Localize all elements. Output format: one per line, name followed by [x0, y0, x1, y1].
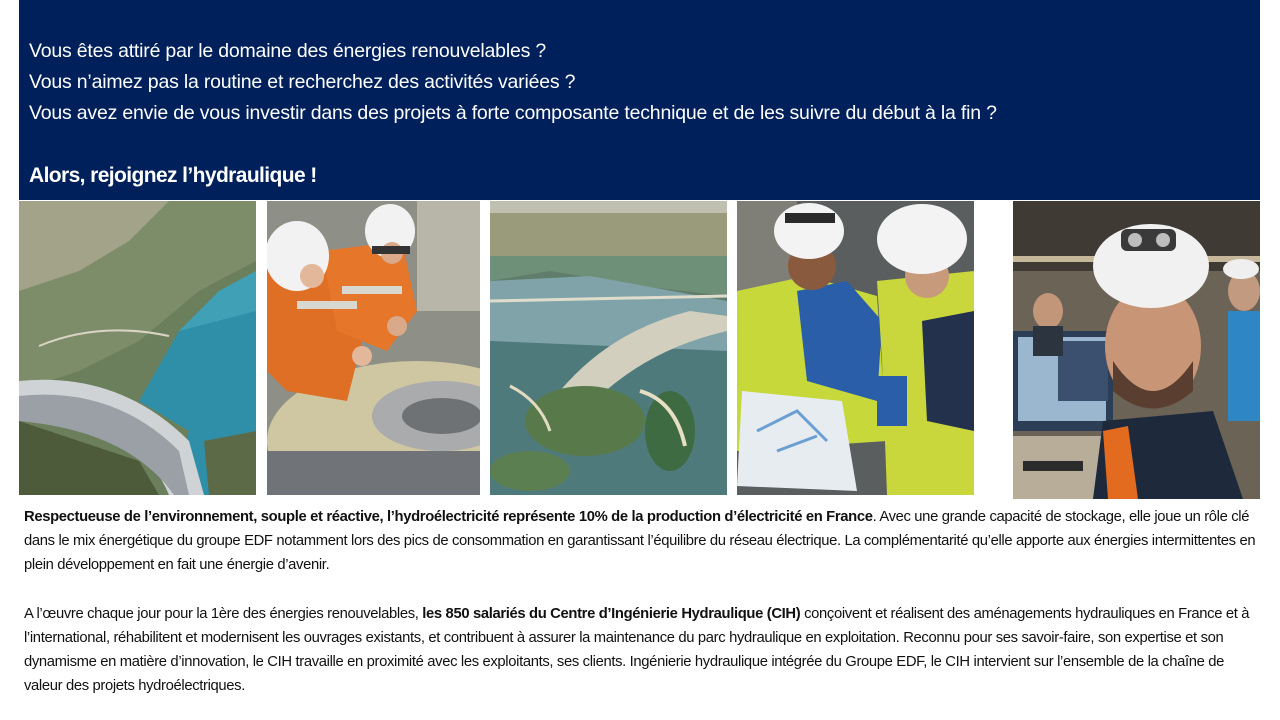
paragraph2-bold: les 850 salariés du Centre d’Ingénierie Hydraulique (CIH): [422, 605, 801, 622]
call-to-action: Alors, rejoignez l’hydraulique !: [29, 164, 317, 187]
paragraph-hydroelectricity: [24, 505, 1256, 578]
workers-reviewing-plan-photo: [737, 201, 974, 495]
technicians-turbine-photo: [267, 201, 480, 495]
aerial-river-dam-photo: [490, 201, 727, 495]
paragraph1-rest: . Avec une grande capacité de stockage, elle joue un rôle clé dans le mix énergétique du groupe EDF notamment lors des pics de consommation en garantissant l’équilibre du réseau électrique. La complémentarité qu’elle apporte aux énergies intermittentes en plein développement en fait une énergie d’avenir.: [24, 509, 1256, 574]
intro-banner: [19, 0, 1260, 200]
paragraph2-rest: conçoivent et réalisent des aménagements hydrauliques en France et à l’international, réhabilitent et modernisent les ouvrages existants, et contribuent à assurer la maintenance du parc hydraulique en exploitation. Reconnu pour ses savoir-faire, son expertise et son dynamisme en matière d’innovation, le CIH travaille en proximité avec les exploitants, ses clients. Ingénierie hydraulique intégrée du Groupe EDF, le CIH intervient sur l’ensemble de la chaîne de valeur des projets hydroélectriques.: [24, 605, 1250, 695]
paragraph-cih: [24, 602, 1256, 699]
dam-reservoir-photo: [19, 201, 256, 495]
banner-question-1: Vous êtes attiré par le domaine des énergies renouvelables ?: [29, 40, 547, 62]
banner-question-2: Vous n’aimez pas la routine et recherchez des activités variées ?: [29, 71, 576, 93]
control-room-engineers-photo: [1013, 201, 1260, 499]
banner-question-3: Vous avez envie de vous investir dans des projets à forte composante technique et de les suivre du début à la fin ?: [29, 102, 997, 124]
paragraph2-start: A l’œuvre chaque jour pour la 1ère des énergies renouvelables,: [24, 605, 423, 622]
body-text: [24, 505, 1256, 698]
paragraph1-bold: Respectueuse de l’environnement, souple et réactive, l’hydroélectricité représente 10% de la production d’électricité en France: [24, 509, 873, 525]
